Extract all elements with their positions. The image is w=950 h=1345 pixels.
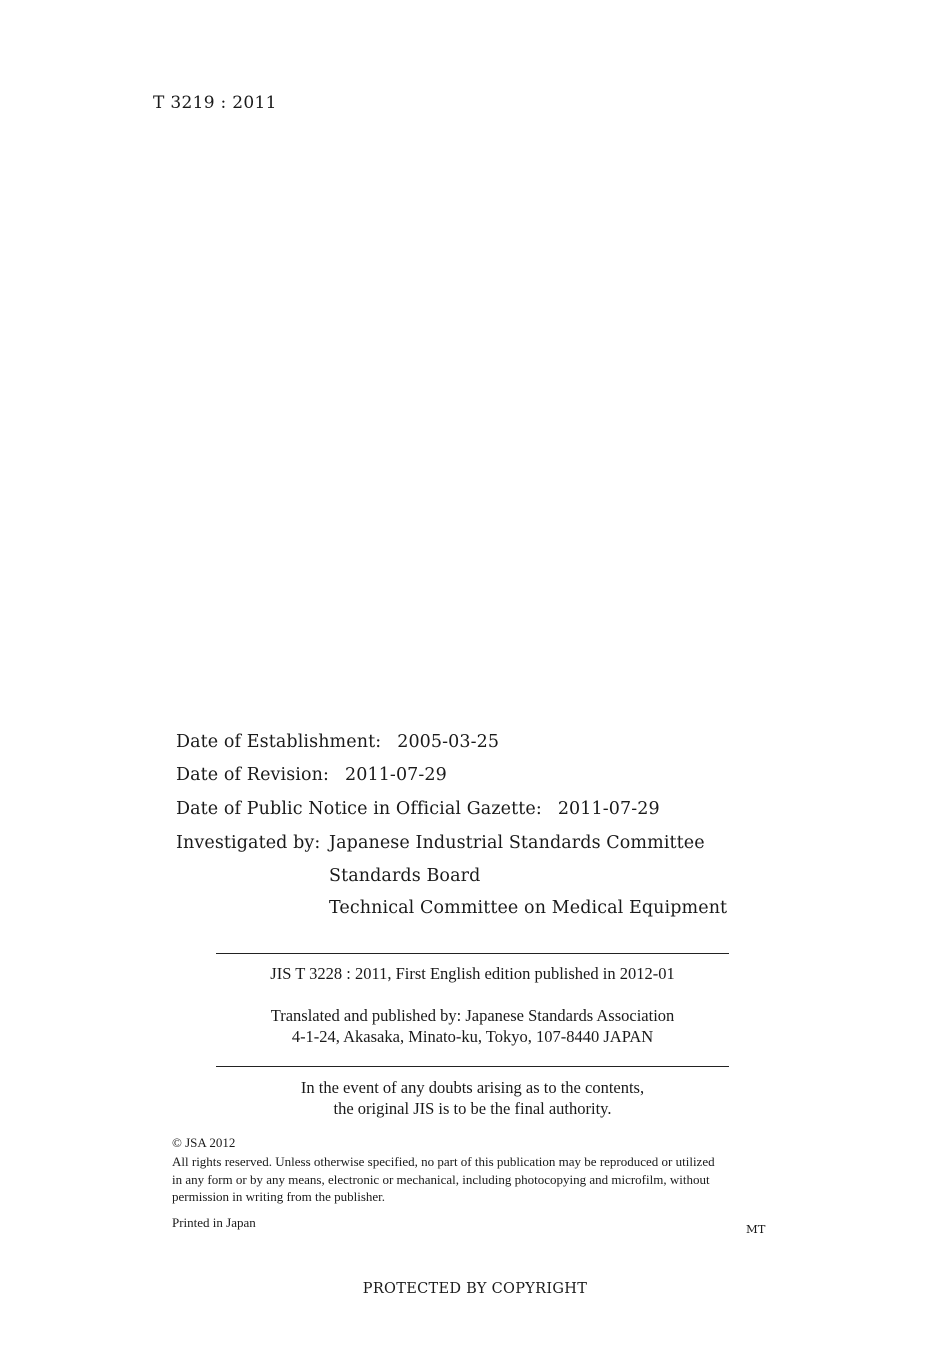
- publisher-line: Translated and published by: Japanese Standards Association: [270, 1006, 675, 1025]
- establishment-row: [176, 732, 499, 752]
- establishment-label: Date of Establishment:: [176, 732, 382, 752]
- investigated-technical-committee: Technical Committee on Medical Equipment: [329, 898, 728, 918]
- investigated-board: Standards Board: [329, 866, 481, 886]
- revision-date: 2011-07-29: [345, 765, 447, 785]
- establishment-date: 2005-03-25: [397, 732, 500, 752]
- rights-line-3: permission in writing from the publisher.: [172, 1189, 386, 1204]
- copyright-footer: PROTECTED BY COPYRIGHT: [362, 1281, 588, 1297]
- rights-statement: [172, 1153, 792, 1206]
- top-rule: [216, 953, 729, 954]
- edition-line: JIS T 3228 : 2011, First English edition published in 2012-01: [270, 964, 675, 983]
- rights-line-1: All rights reserved. Unless otherwise specified, no part of this publication may be reproduced or utilized: [172, 1154, 715, 1169]
- authority-line-1: In the event of any doubts arising as to the contents,: [300, 1078, 645, 1097]
- revision-row: [176, 765, 447, 785]
- rights-line-2: in any form or by any means, electronic or mechanical, including photocopying and microfilm, without: [172, 1171, 710, 1187]
- gazette-label: Date of Public Notice in Official Gazette:: [176, 799, 542, 819]
- investigated-committee: Japanese Industrial Standards Committee: [329, 833, 705, 853]
- gazette-row: [176, 799, 660, 819]
- authority-line-2: the original JIS is to be the final authority.: [333, 1099, 612, 1118]
- address-line: 4-1-24, Akasaka, Minato-ku, Tokyo, 107-8440 JAPAN: [291, 1027, 654, 1046]
- printed-in: Printed in Japan: [172, 1215, 256, 1230]
- bottom-rule: [216, 1066, 729, 1067]
- investigated-label: Investigated by:: [176, 833, 321, 853]
- copyright-notice: © JSA 2012: [172, 1135, 236, 1150]
- revision-label: Date of Revision:: [176, 765, 329, 785]
- gazette-date: 2011-07-29: [557, 799, 660, 819]
- printer-mark: MT: [746, 1222, 766, 1236]
- page-number: T 3219 : 2011: [153, 93, 277, 113]
